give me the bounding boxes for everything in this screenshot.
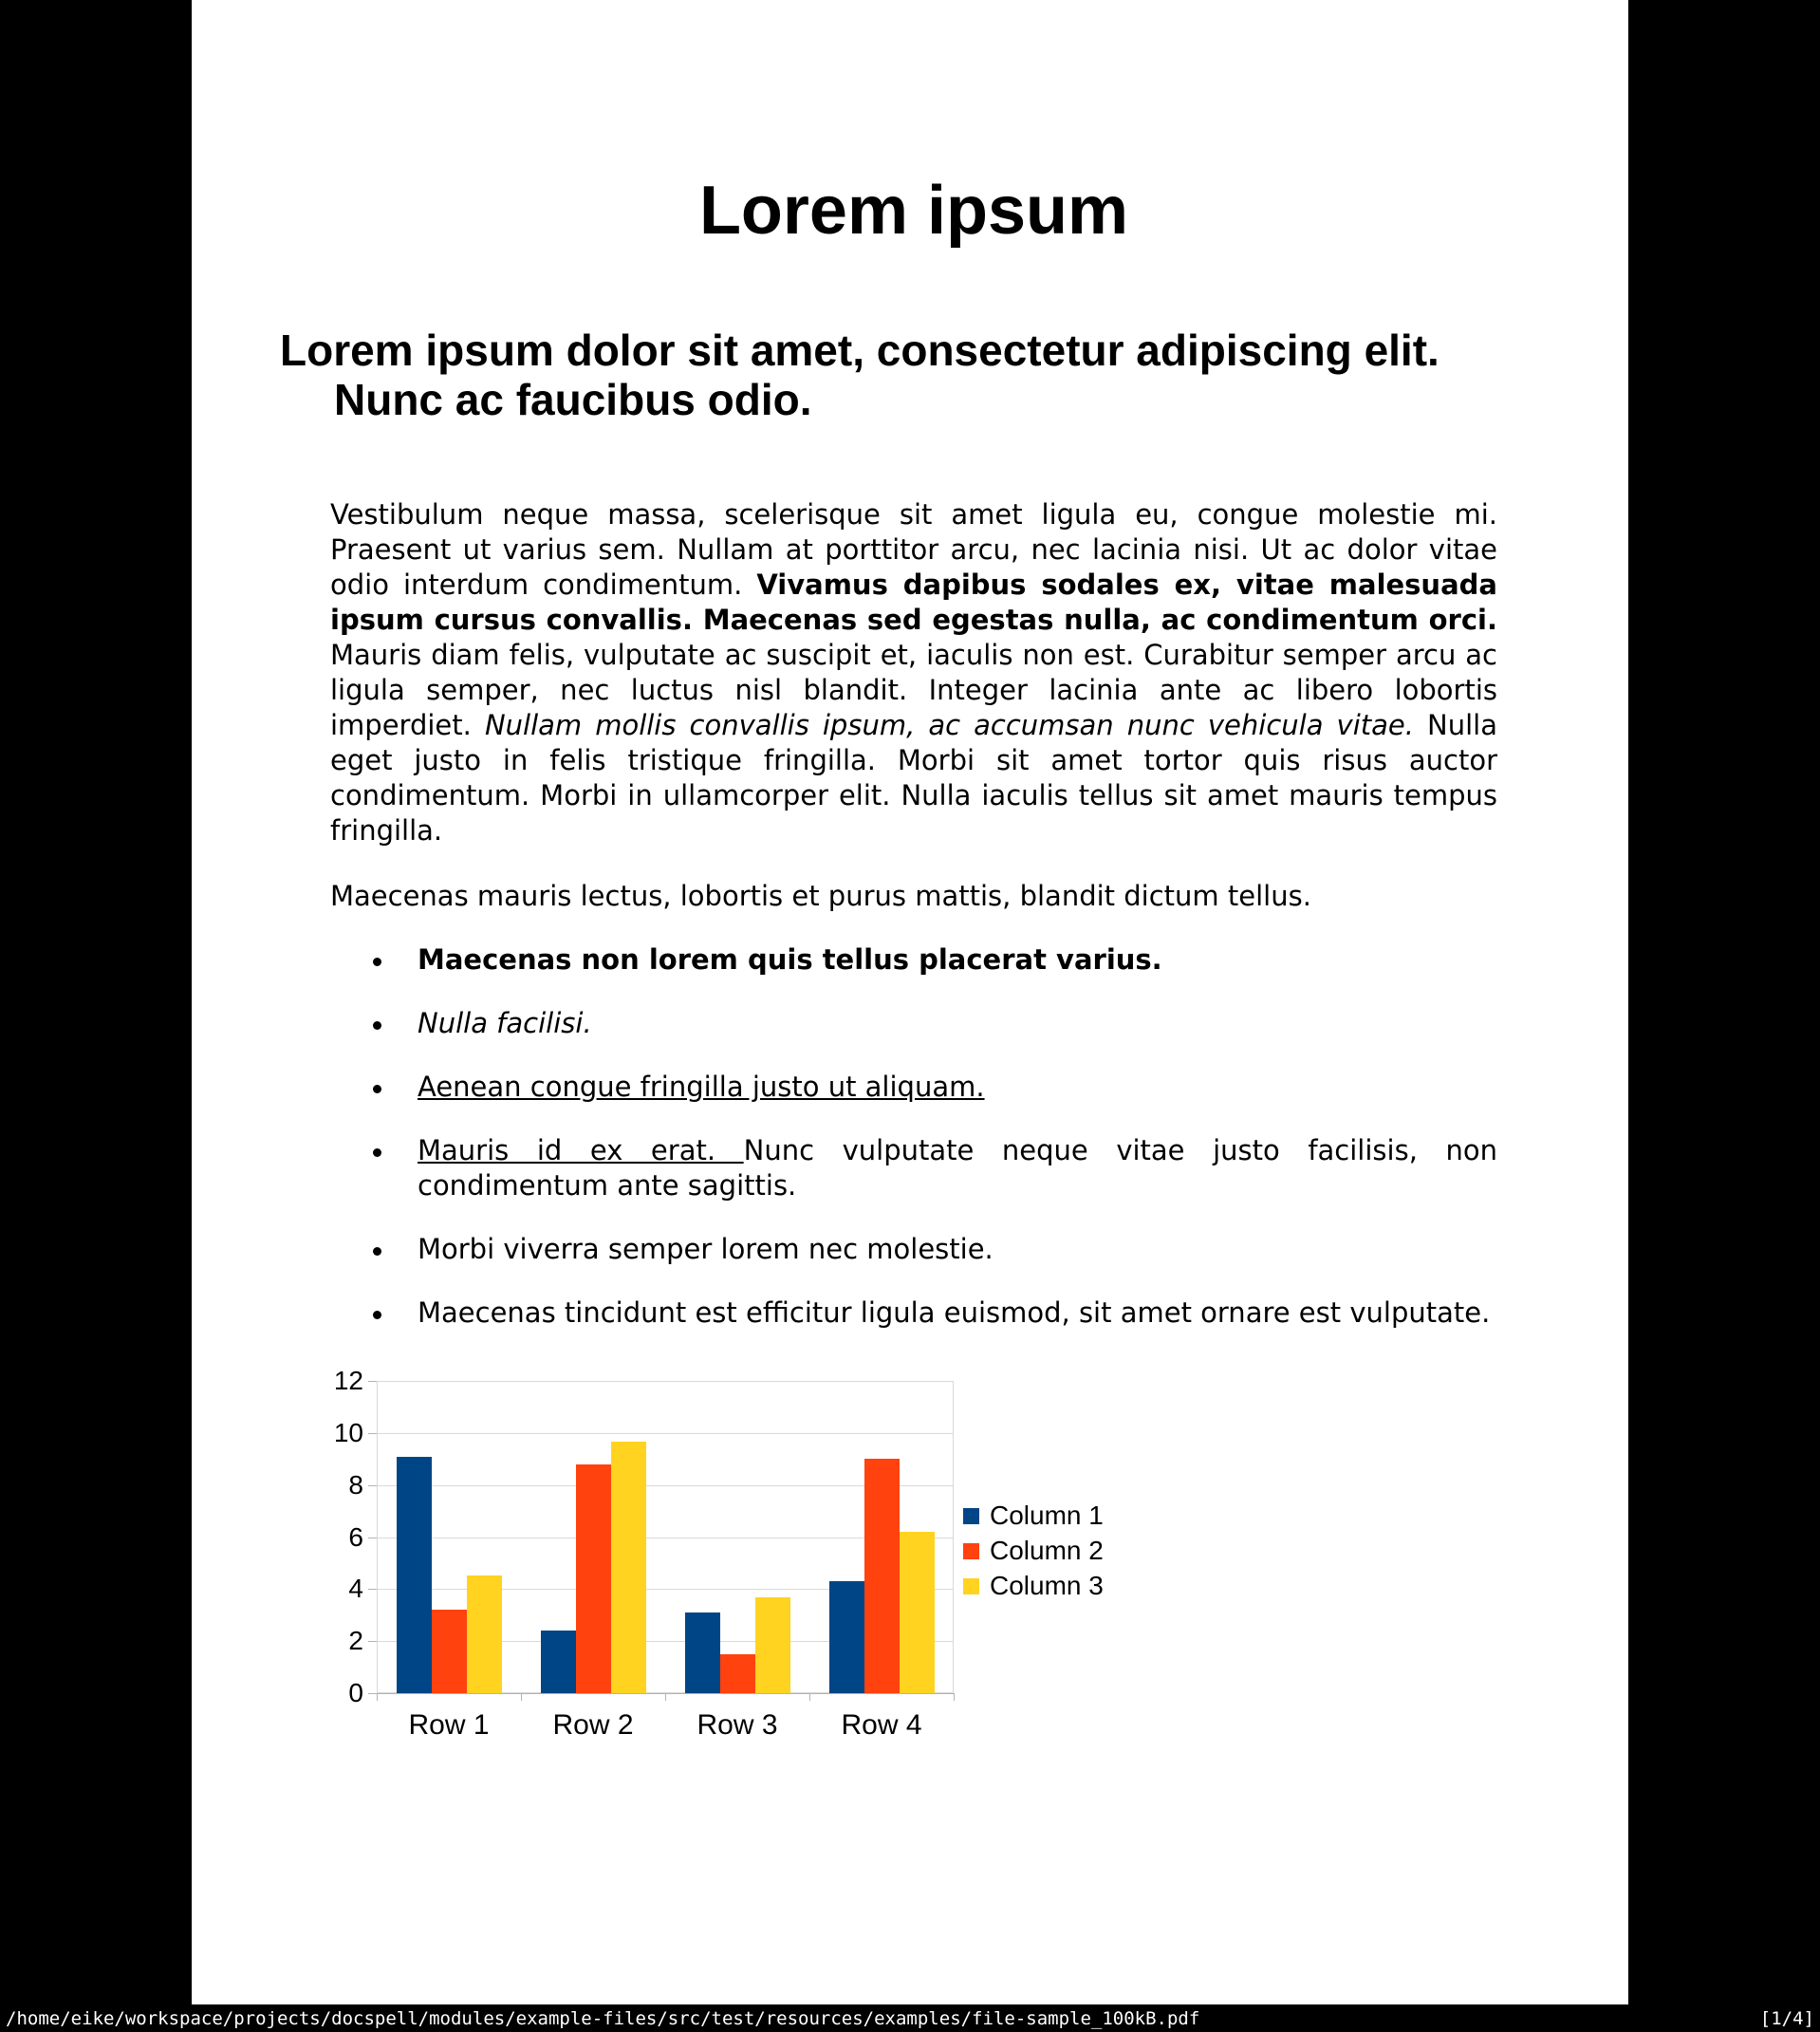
legend-label: Column 2: [990, 1536, 1104, 1565]
list-item: [330, 1133, 1497, 1203]
statusbar-page-indicator: [1/4]: [1759, 2007, 1814, 2029]
x-axis-tick: [809, 1693, 810, 1701]
x-axis-label: Row 2: [552, 1709, 634, 1741]
text-run: Nullam mollis convallis ipsum, ac accumsan nunc vehicula vitae.: [484, 709, 1414, 741]
y-axis-label: 0: [348, 1678, 363, 1707]
x-axis-tick: [377, 1693, 378, 1701]
y-axis-label: 2: [348, 1626, 363, 1656]
x-axis-label: Row 4: [841, 1709, 922, 1741]
y-axis-tick: [368, 1589, 377, 1590]
bullet-icon: [373, 1311, 381, 1319]
chart-bar: [720, 1654, 755, 1693]
y-axis-tick: [368, 1433, 377, 1434]
document-page[interactable]: [192, 0, 1628, 2004]
legend-swatch: [963, 1508, 979, 1524]
y-axis-label: 4: [348, 1574, 363, 1604]
text-run: Maecenas mauris lectus, lobortis et purus mattis, blandit dictum tellus.: [330, 880, 1311, 912]
text-run: Vivamus dapibus sodales ex, vitae malesuada ipsum cursus convallis. Maecenas sed egestas nulla, ac condimentum orci.: [330, 569, 1497, 636]
text-run: Morbi viverra semper lorem nec molestie.: [418, 1233, 994, 1265]
y-axis-tick: [368, 1641, 377, 1642]
list-item: [330, 1232, 1497, 1267]
statusbar: [0, 2004, 1820, 2032]
bullet-icon: [373, 1085, 381, 1093]
legend-item: [963, 1501, 1104, 1530]
document-content: [280, 173, 1497, 1756]
chart-bar: [467, 1575, 502, 1693]
bullet-icon: [373, 958, 381, 966]
list-item: [330, 1006, 1497, 1041]
chart-bar: [576, 1464, 611, 1693]
chart-bar: [829, 1581, 864, 1693]
y-axis-label: 12: [333, 1366, 363, 1395]
chart-bar: [432, 1610, 467, 1693]
legend-item: [963, 1536, 1104, 1565]
chart-bar: [900, 1532, 935, 1693]
text-run: Nunc vulputate neque vitae justo facilisis, non condimentum ante sagittis.: [418, 1134, 1497, 1202]
statusbar-file-path: /home/eike/workspace/projects/docspell/modules/example-files/src/test/resources/examples/file-sample_100kB.pdf: [6, 2007, 1200, 2029]
x-axis-label: Row 1: [408, 1709, 490, 1741]
y-axis-tick: [368, 1381, 377, 1382]
bullet-icon: [373, 1021, 381, 1030]
y-axis-label: 10: [333, 1417, 363, 1447]
document-title: Lorem ipsum: [698, 173, 1129, 249]
chart-bar: [755, 1597, 790, 1693]
text-run: Mauris diam felis, vulputate ac suscipit et, iaculis non est. Curabitur semper arcu ac ligula semper, nec luctus nisl blandit. Integer lacinia ante ac libero lobortis imperdiet.: [330, 639, 1497, 741]
list-item: [330, 942, 1497, 978]
body-paragraph-2: [330, 879, 1497, 914]
chart-bar: [611, 1442, 646, 1693]
legend-swatch: [963, 1578, 979, 1594]
x-axis-tick: [954, 1693, 955, 1701]
bullet-icon: [373, 1247, 381, 1256]
list-item: [330, 1296, 1497, 1331]
legend-label: Column 1: [990, 1501, 1104, 1530]
body-paragraph-1: [330, 497, 1497, 848]
legend-label: Column 3: [990, 1571, 1104, 1600]
x-axis-label: Row 3: [696, 1709, 778, 1741]
x-axis-tick: [665, 1693, 666, 1701]
chart-bar: [541, 1631, 576, 1693]
document-heading: [280, 326, 1497, 424]
y-axis-tick: [368, 1693, 377, 1694]
chart-bar: [397, 1457, 432, 1693]
chart-bar: [864, 1459, 900, 1693]
y-axis-tick: [368, 1485, 377, 1486]
chart-bar: [685, 1613, 720, 1693]
bullet-icon: [373, 1148, 381, 1157]
x-axis-tick: [521, 1693, 522, 1701]
legend-item: [963, 1571, 1104, 1600]
heading-line-1: Lorem ipsum dolor sit amet, consectetur adipiscing elit.: [280, 326, 1439, 375]
y-axis-label: 8: [348, 1469, 363, 1500]
text-run: Nulla facilisi.: [418, 1007, 592, 1039]
text-run: Nulla eget justo in felis tristique fringilla. Morbi sit amet tortor quis risus auctor condimentum. Morbi in ullamcorper elit. Nulla iaculis tellus sit amet mauris tempus fringilla.: [330, 709, 1497, 847]
y-axis-label: 6: [348, 1521, 363, 1552]
bar-chart: [192, 1365, 1628, 1756]
text-run: Mauris id ex erat.: [418, 1134, 744, 1166]
bullet-list: [330, 942, 1497, 1331]
text-run: Vestibulum neque massa, scelerisque sit amet ligula eu, congue molestie mi. Praesent ut varius sem. Nullam at porttitor arcu, nec lacinia nisi. Ut ac dolor vitae odio interdum condimentum.: [330, 498, 1497, 601]
list-item: [330, 1070, 1497, 1105]
heading-line-2: Nunc ac faucibus odio.: [334, 375, 812, 424]
text-run: Maecenas tincidunt est efficitur ligula euismod, sit amet ornare est vulputate.: [418, 1296, 1491, 1329]
legend-swatch: [963, 1543, 979, 1559]
text-run: Maecenas non lorem quis tellus placerat varius.: [418, 943, 1162, 976]
text-run: Aenean congue fringilla justo ut aliquam.: [418, 1071, 985, 1103]
